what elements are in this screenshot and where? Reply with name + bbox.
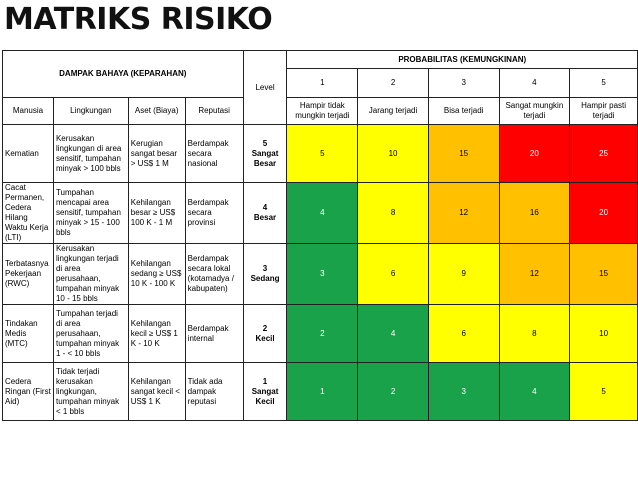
risk-score-cell: 12: [428, 183, 499, 244]
level-name: Sedang: [250, 274, 280, 283]
risk-score-cell: 10: [570, 305, 638, 363]
matrix-row: [3, 363, 638, 421]
level-number: 5: [262, 138, 268, 148]
environment-impact-cell: Tidak terjadi kerusakan lingkungan, tumpahan minyak < 1 bbls: [53, 363, 128, 421]
level-name: Sangat Besar: [251, 148, 279, 168]
probability-number: 4: [499, 69, 570, 98]
level-cell: [243, 363, 287, 421]
impact-column-header: Lingkungan: [53, 98, 128, 125]
risk-score-cell: 2: [358, 363, 429, 421]
risk-score-cell: 4: [499, 363, 570, 421]
risk-score-cell: 5: [570, 363, 638, 421]
risk-matrix-table: [2, 50, 638, 421]
risk-score-cell: 6: [358, 244, 429, 305]
probability-number: 5: [570, 69, 638, 98]
human-impact-cell: Cacat Permanen, Cedera Hilang Waktu Kerja (LTI): [3, 183, 54, 244]
level-number: 3: [262, 264, 268, 273]
probability-label: Bisa terjadi: [428, 98, 499, 125]
asset-impact-cell: Kehilangan sedang ≥ US$ 10 K - 100 K: [128, 244, 185, 305]
asset-impact-cell: Kehilangan besar ≥ US$ 100 K - 1 M: [128, 183, 185, 244]
reputation-impact-cell: Berdampak internal: [185, 305, 243, 363]
risk-score-cell: 20: [499, 125, 570, 183]
risk-score-cell: 15: [570, 244, 638, 305]
probability-label: Hampir pasti terjadi: [570, 98, 638, 125]
risk-score-cell: 10: [358, 125, 429, 183]
probability-label: Jarang terjadi: [358, 98, 429, 125]
risk-score-cell: 4: [358, 305, 429, 363]
level-cell: [243, 125, 287, 183]
risk-score-cell: 25: [570, 125, 638, 183]
risk-score-cell: 8: [499, 305, 570, 363]
matrix-row: [3, 305, 638, 363]
human-impact-cell: Kematian: [3, 125, 54, 183]
asset-impact-cell: Kehilangan sangat kecil < US$ 1 K: [128, 363, 185, 421]
matrix-row: [3, 244, 638, 305]
risk-score-cell: 4: [287, 183, 358, 244]
environment-impact-cell: Tumpahan terjadi di area perusahaan, tumpahan minyak 1 - < 10 bbls: [53, 305, 128, 363]
risk-score-cell: 20: [570, 183, 638, 244]
impact-column-header: Reputasi: [185, 98, 243, 125]
impact-header: DAMPAK BAHAYA (KEPARAHAN): [3, 51, 244, 98]
human-impact-cell: Cedera Ringan (First Aid): [3, 363, 54, 421]
probability-number: 2: [358, 69, 429, 98]
environment-impact-cell: Tumpahan mencapai area sensitif, tumpahan minyak > 15 - 100 bbls: [53, 183, 128, 244]
probability-label: Sangat mungkin terjadi: [499, 98, 570, 125]
level-cell: [243, 305, 287, 363]
risk-score-cell: 15: [428, 125, 499, 183]
risk-score-cell: 6: [428, 305, 499, 363]
probability-number: 3: [428, 69, 499, 98]
page-title: MATRIKS RISIKO: [4, 2, 273, 37]
risk-score-cell: 3: [287, 244, 358, 305]
probability-label: Hampir tidak mungkin terjadi: [287, 98, 358, 125]
matrix-row: [3, 125, 638, 183]
level-name: Besar: [253, 213, 277, 222]
level-cell: [243, 244, 287, 305]
level-number: 2: [262, 323, 268, 333]
human-impact-cell: Terbatasnya Pekerjaan (RWC): [3, 244, 54, 305]
level-number: 4: [262, 203, 268, 212]
risk-score-cell: 8: [358, 183, 429, 244]
risk-score-cell: 3: [428, 363, 499, 421]
level-cell: [243, 183, 287, 244]
environment-impact-cell: Kerusakan lingkungan terjadi di area perusahaan, tumpahan minyak 10 - 15 bbls: [53, 244, 128, 305]
environment-impact-cell: Kerusakan lingkungan di area sensitif, tumpahan minyak > 100 bbls: [53, 125, 128, 183]
level-name: Sangat Kecil: [251, 386, 279, 406]
level-header: Level: [243, 51, 287, 125]
probability-number: 1: [287, 69, 358, 98]
human-impact-cell: Tindakan Medis (MTC): [3, 305, 54, 363]
risk-score-cell: 5: [287, 125, 358, 183]
probability-header: PROBABILITAS (KEMUNGKINAN): [287, 51, 638, 69]
reputation-impact-cell: Berdampak secara provinsi: [185, 183, 243, 244]
risk-score-cell: 9: [428, 244, 499, 305]
matrix-row: [3, 183, 638, 244]
risk-score-cell: 16: [499, 183, 570, 244]
asset-impact-cell: Kehilangan kecil ≥ US$ 1 K - 10 K: [128, 305, 185, 363]
asset-impact-cell: Kerugian sangat besar > US$ 1 M: [128, 125, 185, 183]
level-number: 1: [262, 376, 268, 386]
level-name: Kecil: [255, 333, 275, 343]
impact-column-header: Aset (Biaya): [128, 98, 185, 125]
risk-score-cell: 2: [287, 305, 358, 363]
risk-score-cell: 1: [287, 363, 358, 421]
reputation-impact-cell: Berdampak secara lokal (kotamadya / kabupaten): [185, 244, 243, 305]
impact-column-header: Manusia: [3, 98, 54, 125]
risk-score-cell: 12: [499, 244, 570, 305]
reputation-impact-cell: Tidak ada dampak reputasi: [185, 363, 243, 421]
reputation-impact-cell: Berdampak secara nasional: [185, 125, 243, 183]
